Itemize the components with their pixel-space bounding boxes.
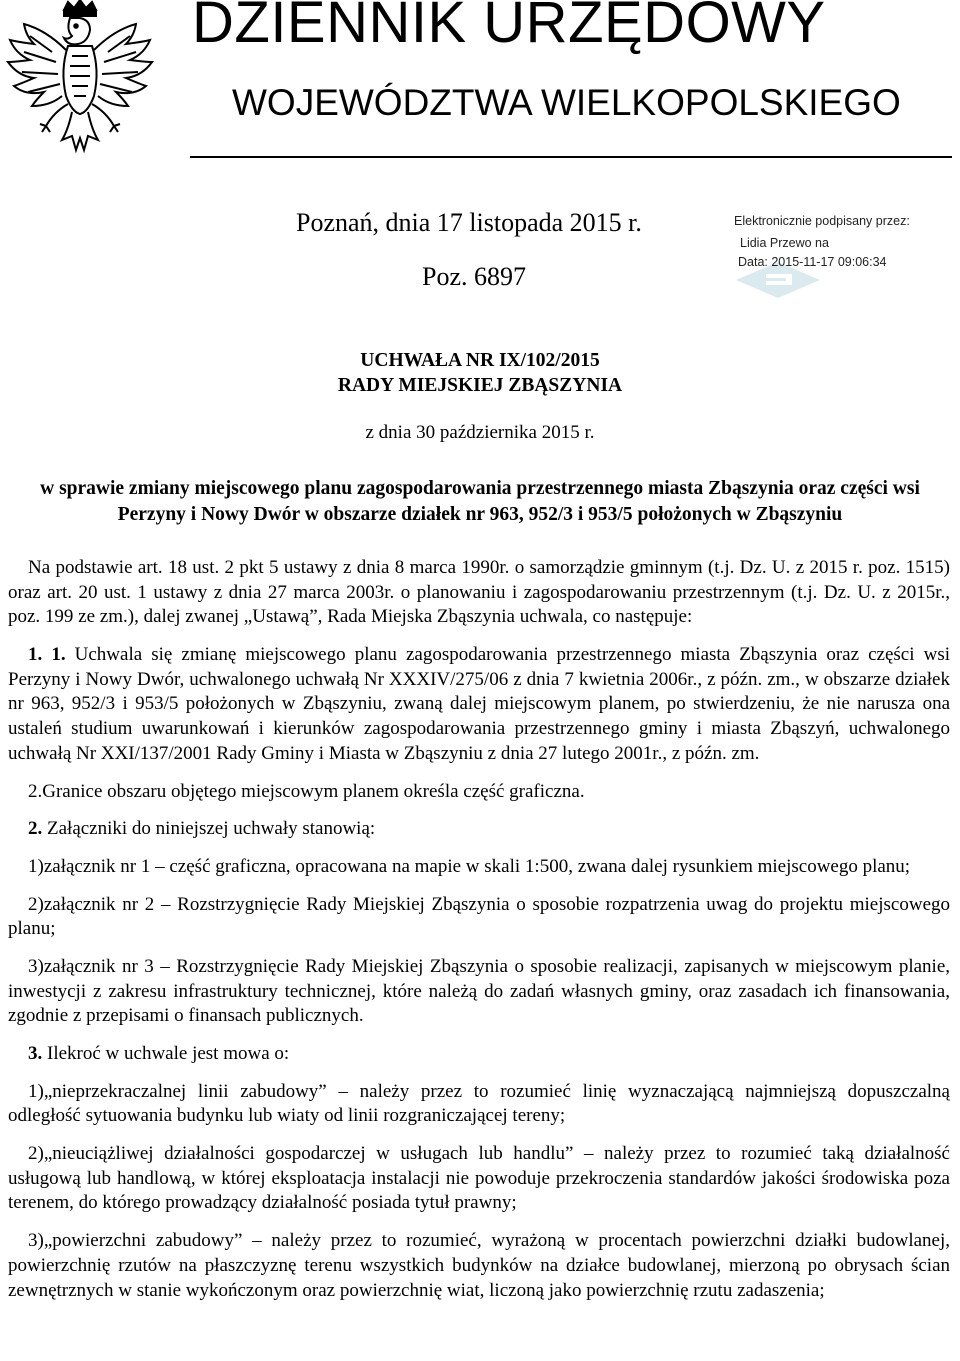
eagle-emblem	[6, 0, 154, 166]
section-1-paragraph-number: 1.	[51, 644, 66, 666]
signature-line-1: Elektronicznie podpisany przez:	[734, 214, 910, 228]
place-date: Poznań, dnia 17 listopada 2015 r.	[296, 208, 642, 237]
section-3-item-1: 1)„nieprzekraczalnej linii zabudowy” – należy przez to rozumieć linię wyznaczającą najmniejszą dopuszczalną odległość sytuowania budynku lub wiaty od linii rozgraniczającej tereny;	[8, 1080, 950, 1127]
section-2-item-3: 3)załącznik nr 3 – Rozstrzygnięcie Rady Miejskiej Zbąszynia o sposobie realizacji, zapisanych w miejscowym planie, inwestycji z zakresu infrastruktury technicznej, które należą do zadań własnych gminy, oraz zasadach ich finansowania, zgodnie z przepisami o finansach publicznych.	[8, 955, 950, 1027]
section-2-mark: 2.	[28, 818, 43, 840]
section-3-mark: 3.	[28, 1043, 43, 1064]
section-1-paragraph-2: 2.Granice obszaru objętego miejscowym planem określa część graficzna.	[28, 780, 585, 802]
masthead-title: DZIENNIK URZĘDOWY	[192, 0, 826, 55]
resolution-date: z dnia 30 października 2015 r.	[365, 422, 595, 443]
section-2-item-1: 1)załącznik nr 1 – część graficzna, opracowana na mapie w skali 1:500, zwana dalej rysunkiem miejscowego planu;	[28, 855, 911, 877]
resolution-body	[8, 556, 950, 1316]
masthead-subtitle: WOJEWÓDZTWA WIELKOPOLSKIEGO	[232, 82, 901, 123]
preamble: Na podstawie art. 18 ust. 2 pkt 5 ustawy z dnia 8 marca 1990r. o samorządzie gminnym (t.j. Dz. U. z 2015 r. poz. 1515) oraz art. 20 ust. 1 ustawy z dnia 27 marca 2003r. o planowaniu i zagospodarowaniu przestrzennym (t.j. Dz. U. z 2015r., poz. 199 ze zm.), dalej zwanej „Ustawą”, Rada Miejska Zbąszynia uchwala, co następuje:	[8, 557, 950, 628]
section-1-paragraph-1	[8, 643, 950, 766]
position-number: Poz. 6897	[422, 262, 526, 291]
section-3-item-2: 2)„nieuciążliwej działalności gospodarczej w usługach lub handlu” – należy przez to rozumieć taką działalność usługową lub handlową, w której eksploatacja instalacji nie powoduje przekroczenia standardów jakości środowiska poza terenem, do którego prowadzący działalność posiada tytuł prawny;	[8, 1143, 950, 1214]
resolution-council: RADY MIEJSKIEJ ZBĄSZYNIA	[337, 375, 623, 396]
section-3-item-3: 3)„powierzchni zabudowy” – należy przez to rozumieć, wyrażoną w procentach powierzchni działki budowlanej, powierzchnię rzutów na płaszczyznę terenu wszystkich budynków na działce budowlanej, mierzoną po obrysach ścian zewnętrznych w stanie wykończonym oraz powierzchnię wiat, liczoną jako powierzchnię rzutu zadaszenia;	[8, 1230, 950, 1301]
signature-date: Data: 2015-11-17 09:06:34	[738, 255, 887, 269]
section-2-text: Załączniki do niniejszej uchwały stanowią:	[42, 818, 376, 840]
section-2-item-2: 2)załącznik nr 2 – Rozstrzygnięcie Rady Miejskiej Zbąszynia o sposobie rozpatrzenia uwag do projektu miejscowego planu;	[8, 893, 950, 940]
resolution-title: UCHWAŁA NR IX/102/2015	[360, 350, 600, 371]
section-2	[8, 817, 950, 842]
resolution-subject: w sprawie zmiany miejscowego planu zagospodarowania przestrzennego miasta Zbąszynia oraz części wsi Perzyny i Nowy Dwór w obszarze działek nr 963, 952/3 i 953/5 położonych w Zbąszyniu	[40, 478, 920, 525]
section-1-mark: 1.	[28, 644, 43, 666]
section-3-text: Ilekroć w uchwale jest mowa o:	[42, 1043, 290, 1064]
section-3	[8, 1042, 950, 1067]
masthead-divider	[190, 156, 952, 158]
section-1-paragraph-text: Uchwala się zmianę miejscowego planu zagospodarowania przestrzennego miasta Zbąszynia oraz części wsi Perzyny i Nowy Dwór, uchwalonego uchwałą Nr XXXIV/275/06 z dnia 7 kwietnia 2006r., z późn. zm., w obszarze działek nr 963, 952/3 i 953/5 położonych w Zbąszyniu, zwaną dalej miejscowym planem, po stwierdzeniu, że nie narusza ona ustaleń studium uwarunkowań i kierunków zagospodarowania przestrzennego gminy i miasta Zbąszyń, uchwalonego uchwałą Nr XXI/137/2001 Rady Gminy i Miasta w Zbąszyniu z dnia 27 lutego 2001r., z późn. zm.	[8, 644, 950, 764]
electronic-signature	[730, 214, 950, 304]
signature-line-2: Lidia Przewo na	[740, 236, 829, 250]
